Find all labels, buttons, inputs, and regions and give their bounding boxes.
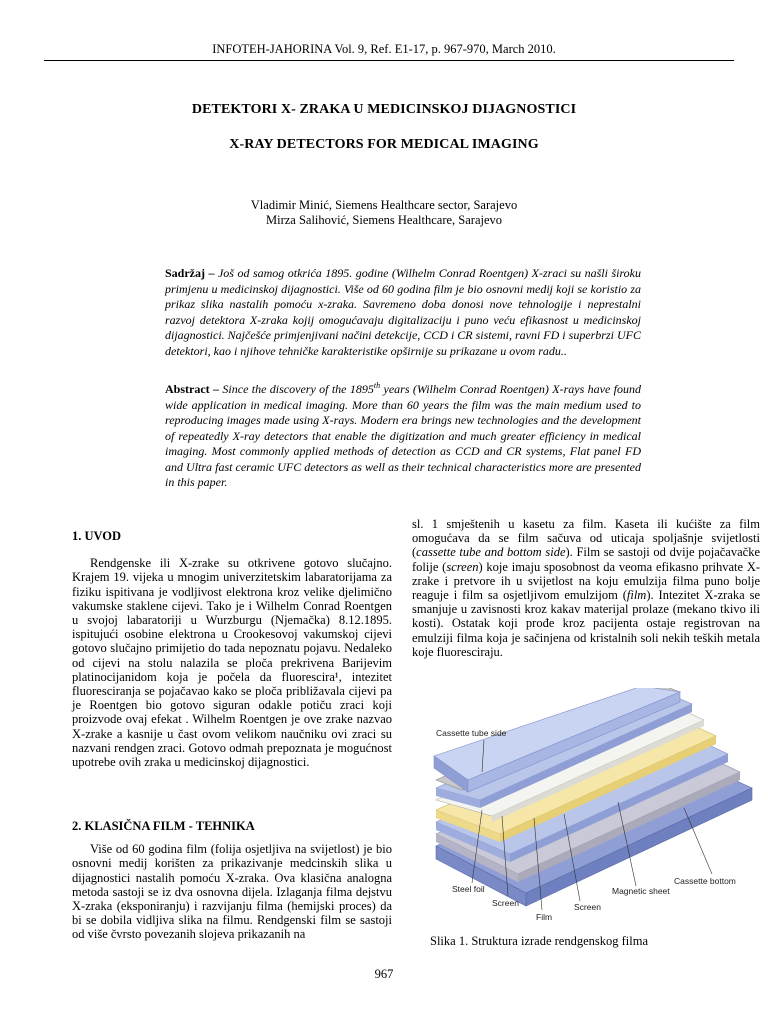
rc-italic-b: screen	[446, 559, 479, 574]
label-magnetic-sheet: Magnetic sheet	[612, 886, 670, 896]
sazetak-block	[165, 266, 641, 359]
abstract-text-a: Since the discovery of the 1895	[222, 382, 374, 396]
label-film: Film	[536, 912, 553, 922]
rc-text-d: ). Intezitet X-zraka se smanjuje u zavisnosti kroz kakav materijal prolaze (mekano tkivo ili kosti). Ostatak koji prođe kroz pacijenta ostaje registrovan na emulziji filma koja je sačinjena od kristalnih soli nekih teških metala koje fluoresciraju.	[412, 588, 760, 659]
abstract-label: Abstract –	[165, 382, 220, 396]
paper-title-english: X-RAY DETECTORS FOR MEDICAL IMAGING	[229, 137, 539, 152]
sazetak-label: Sadržaj –	[165, 266, 215, 280]
section-2-paragraph: Više od 60 godina film (folija osjetljiva na svijetlost) je bio osnovni medij korišten za prikazivanje medcinskih slika u dijagnostici nastalih pomoću X-zraka. Ova klasična analogna metoda sastoji se iz dva osnovna dijela. Izlaganja filma dejstvu X-zraka (eksponiranju) i razvijanju filma (hemijski proces) da bi se dobila vidljiva slika na filmu. Rendgenski film se sastoji od više čvrsto povezanih slojeva prikazanih na	[72, 842, 392, 942]
rc-italic-a: cassette tube and bottom side	[416, 545, 566, 560]
journal-header: INFOTEH-JAHORINA Vol. 9, Ref. E1-17, p. 967-970, March 2010.	[212, 42, 556, 56]
label-cassette-tube-side: Cassette tube side	[436, 728, 507, 738]
rc-italic-c: film	[626, 588, 647, 603]
section-2-heading: 2. KLASIČNA FILM - TEHNIKA	[72, 819, 255, 833]
film-structure-figure	[422, 688, 760, 933]
label-steel-foil: Steel foil	[452, 884, 485, 894]
paper-title-bosnian: DETEKTORI X- ZRAKA U MEDICINSKOJ DIJAGNOSTICI	[191, 102, 577, 117]
figure-caption: Slika 1. Struktura izrade rendgenskog filma	[430, 934, 648, 948]
abstract-block	[165, 378, 641, 491]
header-rule	[44, 60, 734, 61]
section-2	[72, 819, 392, 942]
sazetak-text: Još od samog otkrića 1895. godine (Wilhelm Conrad Roentgen) X-zraci su našli široku primjenu u medicinskoj dijagnostici. Više od 60 godina film je bio osnovni medij koji se koristio za prikaz slika nastalih pomoću x-zraka. Savremeno doba donosi nove tehnologije i neprestalni razvoj detektora X-zraka kojij omogućavaju digitalizaciju i puno veću efikasnost u medicinskoj dijagnostici. Najčešće primjenjivani načini detekcije, CCD i CR sistemi, ravni FD i superbrzi UFC detektori, kao i njihove tehničke karakteristike opširnije su prikazane u ovom radu..	[165, 266, 642, 358]
right-column-paragraph	[412, 517, 760, 659]
rc-text-a: sl. 1 smještenih u kasetu za film. Kaseta ili kućište za film omogućava da se film sačuva od uticaja spoljašnje svijetlosti (	[412, 517, 760, 560]
author-2: Mirza Salihović, Siemens Healthcare, Sarajevo	[265, 213, 503, 227]
rc-text-c: ) koje imaju sposobnost da veoma efikasno prihvate X-zrake i pretvore ih u svijetlost na koju emulzija filma puno bolje reaguje i film sa osjetljivom emulzijom (	[412, 559, 761, 603]
right-column-text	[412, 517, 760, 659]
authors	[0, 198, 768, 228]
section-1-heading: 1. UVOD	[72, 529, 122, 543]
page-number: 967	[374, 967, 394, 981]
abstract-text-b: years (Wilhelm Conrad Roentgen) X-rays have found wide application in medical imaging. More than 60 years the film was the main medium used to reproducing images made using X-rays. Modern era brings new technologies and the development of repeatedly X-ray detectors that enable the digitization and much greater efficiency in medical imaging. Most commonly applied methods of detection as CCD and CR systems, Flat panel FD and Ultra fast ceramic UFC detectors as well as their technical characteristics more are presented in this paper.	[165, 382, 642, 489]
abstract-superscript: th	[373, 381, 381, 390]
section-1-paragraph: Rendgenske ili X-zrake su otkrivene gotovo slučajno. Krajem 19. vijeka u mnogim univerzitetskim labaratorijama za fiziku ispitivana je vodljivost elektrona kroz velike djelimično vakumske staklene cijevi. Tako je i Wilhelm Conrad Roentgen u svojoj labaratoriji u Wurzburgu (Njemačka) 8.12.1895. ispitujući osobine elektrona u Crookesovoj vakumskoj cijevi gotovo slučajno primijetio do tada nepoznatu pojavu. Nedaleko od cijevi na stolu nalazila se ploča prekrivena Barijevim platinocijanidom koja je počela da fluorescira¹, intezitet fluoresciranja se pojačavao kako se ploča približavala cijevi pa je Roentgen bio gotovo siguran odakle potiču zraci koji proizvode ovaj efekat . Wilhelm Roentgen je ove zrake nazvao X-zrake a kasnije u čast ovom velikom naučniku ovi zraci su nazvani rendgen zraci. Gotovo odmah prepoznata je mogućnost upotrebe ovih zraka u medicinskoj dijagnostici.	[72, 556, 392, 770]
label-screen-1: Screen	[492, 898, 519, 908]
layer-stack	[434, 688, 752, 906]
section-1	[72, 529, 392, 769]
author-1: Vladimir Minić, Siemens Healthcare sector, Sarajevo	[250, 198, 518, 212]
rc-text-b: ). Film se sastoji od dvije pojačavačke folije (	[412, 545, 760, 574]
label-screen-2: Screen	[574, 902, 601, 912]
label-cassette-bottom: Cassette bottom	[674, 876, 736, 886]
